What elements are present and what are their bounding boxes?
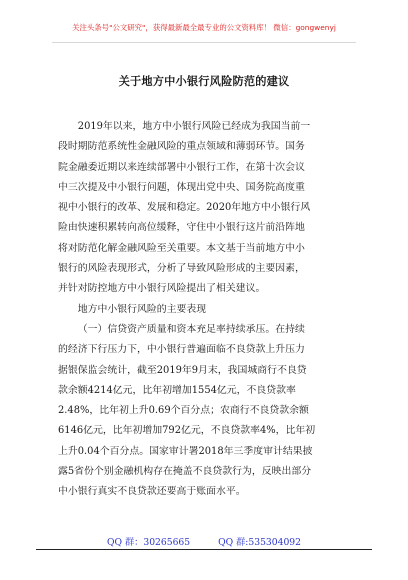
document-title: 关于地方中小银行风险防范的建议: [118, 74, 290, 88]
intro-paragraph: 2019年以来，地方中小银行风险已经成为我国当前一 段时期防范系统性金融风险的重点领域和薄弱环节。国务 院金融委近期以来连续部署中小银行工作，在第十次会议 中三次提及中小银行问题，体现出党中央、国务院高度重 视中小银行的改革、发展和稳定。2020年地方中小银行风 险由快速积累转向高位缓释，守住中小银行这片前沿阵地 将对防范化解金融风险至关重要。本文基于当前地方中小 银行的风险表现形式，分析了导致风险形成的主要因素， 并针对防控地方中小银行风险提出了相关建议。: [58, 121, 311, 295]
header-divider: [52, 42, 356, 43]
footer-divider: [36, 549, 372, 550]
subsection-paragraph: （一）信贷资产质量和资本充足率持续承压。在持续 的经济下行压力下，中小银行普遍面临不良贷款上升压力 据银保监会统计，截至2019年9月末，我国城商行不良贷 款余额4214亿元，比年初增加1554亿元，不良贷款率 2.48%，比年初上升0.69个百分点；农商行不良贷款余额 6146亿元，比年初增加792亿元，不良贷款率4%，比年初 上升0.04个百分点。国家审计署2018年三季度审计结果披 露5省份个别金融机构存在掩盖不良贷款行为，反映出部分 中小银行真实不良贷款还要高于账面水平。: [58, 323, 316, 498]
footer-qq-group-2: QQ 群:535304092: [218, 537, 301, 548]
document-body: [58, 117, 349, 503]
footer-qq-group-1: QQ 群：30265665: [106, 537, 191, 548]
section-heading: 地方中小银行风险的主要表现: [77, 303, 207, 315]
header-banner: 关注头条号"公文研究"，获得最新最全最专业的公文资料库！ 微信：gongwenyj: [72, 23, 336, 32]
footer-contacts: [0, 534, 408, 548]
